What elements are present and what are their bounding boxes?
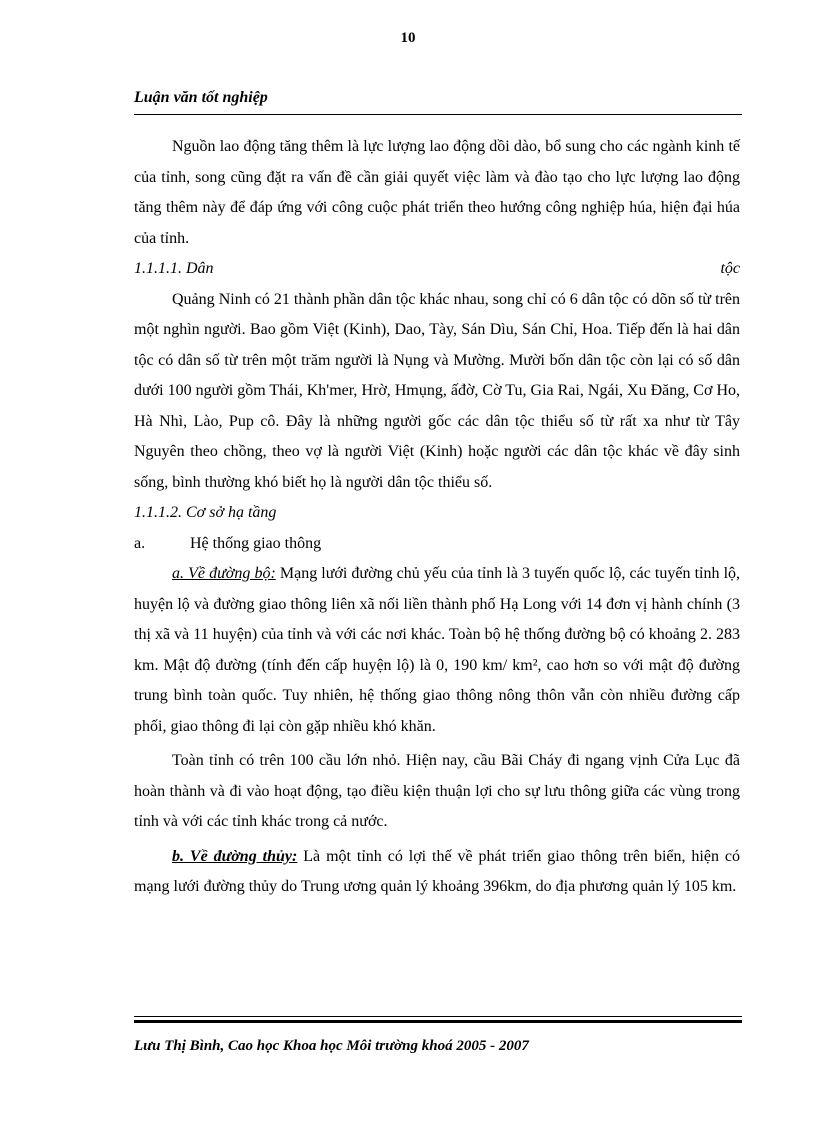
paragraph-roads bbox=[134, 559, 740, 742]
heading-infrastructure: 1.1.1.2. Cơ sở hạ tầng bbox=[134, 504, 277, 521]
footer-rule-thin bbox=[134, 1016, 742, 1017]
waterways-text: Là một tỉnh có lợi thế về phát triển giao thông trên biển, hiện có mạng lưới đường thủy do Trung ương quản lý khoảng 396km, do địa phương quản lý 105 km. bbox=[134, 847, 741, 895]
subheading-transport bbox=[134, 529, 740, 560]
paragraph-waterways bbox=[134, 842, 740, 903]
roads-text: Mạng lưới đường chủ yếu của tỉnh là 3 tuyến quốc lộ, các tuyến tỉnh lộ, huyện lộ và đường giao thông liên xã nối liền thành phố Hạ Long với 14 đơn vị hành chính (3 thị xã và 11 huyện) của tỉnh và với các nơi khác. Toàn bộ hệ thống đường bộ có khoảng 2. 283 km. Mật độ đường (tính đến cấp huyện lộ) là 0, 190 km/ km², cao hơn so với mật độ đường trung bình toàn quốc. Tuy nhiên, hệ thống giao thông nông thôn vẫn còn nhiều đường cấp phối, giao thông đi lại còn gặp nhiều khó khăn. bbox=[134, 565, 741, 735]
header-rule bbox=[134, 114, 742, 115]
paragraph-labor: Nguồn lao động tăng thêm là lực lượng lao động dồi dào, bổ sung cho các ngành kinh tế của tỉnh, song cũng đặt ra vấn đề cần giải quyết việc làm và đào tạo cho lực lượng lao động tăng thêm này để đáp ứng với công cuộc phát triển theo hướng công nghiệp húa, hiện đại húa của tỉnh. bbox=[134, 138, 740, 247]
heading-ethnicity-right: tộc bbox=[720, 260, 740, 277]
footer-text: Lưu Thị Bình, Cao học Khoa học Môi trường khoá 2005 - 2007 bbox=[134, 1038, 529, 1054]
subheading-title: Hệ thống giao thông bbox=[190, 534, 322, 552]
header-title: Luận văn tốt nghiệp bbox=[134, 89, 268, 106]
roads-label: a. Về đường bộ: bbox=[172, 565, 276, 582]
page-number: 10 bbox=[400, 30, 416, 46]
paragraph-bridges: Toàn tỉnh có trên 100 cầu lớn nhỏ. Hiện nay, cầu Bãi Cháy đi ngang vịnh Cửa Lục đã hoàn thành và đi vào hoạt động, tạo điều kiện thuận lợi cho sự lưu thông giữa các vùng trong tỉnh và với các tỉnh khác trong cả nước. bbox=[134, 752, 740, 830]
document-body bbox=[134, 132, 740, 903]
heading-ethnicity-left: 1.1.1.1. Dân bbox=[134, 260, 214, 277]
footer-rule-thick bbox=[134, 1020, 742, 1023]
paragraph-ethnic-groups: Quảng Ninh có 21 thành phần dân tộc khác nhau, song chỉ có 6 dân tộc có dõn số từ trên một nghìn người. Bao gồm Việt (Kinh), Dao, Tày, Sán Dìu, Sán Chỉ, Hoa. Tiếp đến là hai dân tộc có dân số từ trên một trăm người là Nụng và Mường. Mười bốn dân tộc còn lại có số dân dưới 100 người gồm Thái, Kh'mer, Hrờ, Hmụng, ấđờ, Cờ Tu, Gia Rai, Ngái, Xu Đăng, Cơ Ho, Hà Nhì, Lào, Pup cô. Đây là những người gốc các dân tộc thiểu số từ rất xa như từ Tây Nguyên theo chồng, theo vợ là người Việt (Kinh) hoặc người các dân tộc khác về đây sinh sống, bình thường khó biết họ là người dân tộc thiểu số. bbox=[134, 290, 740, 491]
waterways-label: b. Về đường thủy: bbox=[172, 847, 298, 865]
heading-ethnicity bbox=[134, 254, 740, 285]
subheading-marker: a. bbox=[134, 534, 146, 552]
